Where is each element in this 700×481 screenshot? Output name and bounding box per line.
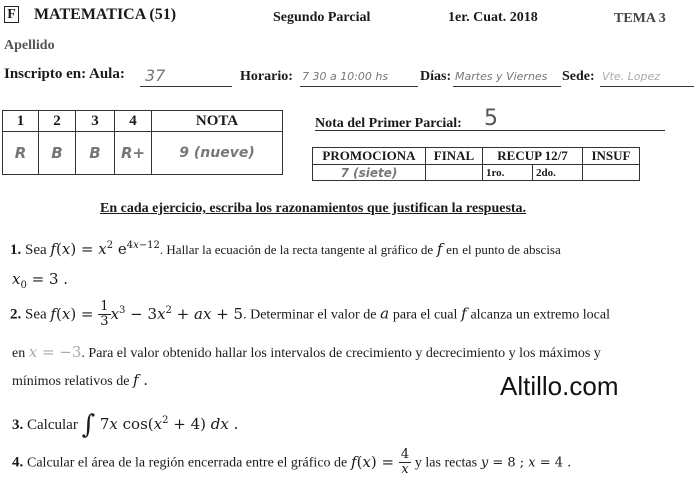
exercise-4-text-b: y las rectas bbox=[414, 455, 478, 471]
primer-parcial-label: Nota del Primer Parcial: bbox=[315, 116, 462, 131]
exam-name: Segundo Parcial bbox=[273, 10, 371, 25]
exercise-4-text-a: Calcular el área de la región encerrada entre el gráfico de bbox=[27, 455, 348, 471]
exercise-3-text: Calcular bbox=[27, 417, 78, 433]
dias-label: Días: bbox=[420, 69, 452, 84]
dias-value: Martes y Viernes bbox=[455, 70, 548, 83]
grades-table bbox=[2, 110, 283, 175]
exercise-2-line-2: en x = −3. Para el valor obtenido hallar los intervalos de crecimiento y decrecimiento y los máximos y bbox=[12, 343, 601, 361]
exercise-1-text-b: . Hallar la ecuación de la recta tangente al gráfico de bbox=[159, 242, 434, 257]
tema-number: TEMA 3 bbox=[614, 11, 666, 26]
horario-value: 7 30 a 10:00 hs bbox=[302, 70, 389, 83]
subject-title: MATEMATICA (51) bbox=[34, 6, 177, 23]
exercise-4-number: 4. bbox=[12, 454, 24, 471]
exercise-4 bbox=[12, 448, 571, 477]
grade-header-nota: NOTA bbox=[152, 111, 283, 132]
sede-value: Vte. Lopez bbox=[602, 70, 660, 83]
promo-header-promociona: PROMOCIONA bbox=[313, 148, 426, 165]
exercise-2-text-en: en bbox=[12, 346, 26, 361]
grade-value-4: R+ bbox=[115, 132, 152, 175]
exercise-2-text-d: alcanza un extremo local bbox=[470, 307, 610, 323]
exercise-4-lines: y = 8 ; x = 4 . bbox=[480, 455, 572, 471]
promo-value-insuf bbox=[583, 165, 640, 181]
sede-label: Sede: bbox=[562, 69, 595, 84]
exercise-2-function: f(x) = $\frac{1}{3}$ $x^3 - 3x^2$ + ax + 5 bbox=[50, 299, 244, 329]
exercise-1: 1. Sea $f(x) = x^2$ $e^{4x-12}$. Hallar la ecuación de la recta tangente al gráfico de f en el punto de abscisa bbox=[10, 240, 561, 258]
promo-value-promociona: 7 (siete) bbox=[313, 165, 426, 181]
exercise-3 bbox=[12, 410, 238, 440]
promo-header-recup: RECUP 12/7 bbox=[483, 148, 583, 165]
exam-period: 1er. Cuat. 2018 bbox=[448, 10, 538, 25]
exercise-2-line-3: mínimos relativos de f . bbox=[12, 371, 149, 389]
recup-2do-label: 2do. bbox=[533, 165, 583, 181]
exercise-1-text-d: el punto de abscisa bbox=[462, 242, 561, 257]
recup-1ro-label: 1ro. bbox=[483, 165, 533, 181]
altillo-watermark: Altillo.com bbox=[500, 371, 619, 401]
grade-value-3: B bbox=[76, 132, 115, 175]
exercise-3-number: 3. bbox=[12, 417, 24, 433]
tema-letter-box: F bbox=[4, 6, 19, 23]
exercise-1-number: 1. bbox=[10, 242, 22, 258]
exercise-1-function: $f(x) = x^2$ $e^{4x-12}$ bbox=[50, 240, 160, 258]
promo-value-final bbox=[426, 165, 483, 181]
exercise-2-text-c: para el cual bbox=[392, 307, 458, 323]
grade-value-2: B bbox=[39, 132, 76, 175]
grade-header-4: 4 bbox=[115, 111, 152, 132]
exercise-2: 2. Sea f(x) = $\frac{1}{3}$ $x^3 - 3x^2$ + ax + 5. Determinar el valor de a para el cual f alcanza un extremo local bbox=[10, 299, 610, 329]
exercise-3-integral: ∫ 7x $\cos(x^2 + 4)$ dx . bbox=[81, 410, 239, 440]
grade-header-3: 3 bbox=[76, 111, 115, 132]
exercise-2-text-a: Sea bbox=[25, 306, 47, 323]
grade-header-2: 2 bbox=[39, 111, 76, 132]
instruction-text: En cada ejercicio, escriba los razonamientos que justifican la respuesta. bbox=[100, 201, 527, 216]
primer-parcial-value: 5 bbox=[484, 106, 498, 131]
grade-value-1: R bbox=[3, 132, 39, 175]
inscripto-label: Inscripto en: Aula: bbox=[4, 66, 125, 82]
exercise-2-text-b: . Determinar el valor de bbox=[243, 307, 377, 323]
exercise-2-number: 2. bbox=[10, 306, 22, 323]
apellido-label: Apellido bbox=[4, 38, 55, 53]
exercise-1-text-a: Sea bbox=[25, 242, 47, 258]
grade-header-1: 1 bbox=[3, 111, 39, 132]
promo-header-insuf: INSUF bbox=[583, 148, 640, 165]
exercise-1-text-c: en bbox=[446, 242, 459, 257]
aula-value: 37 bbox=[145, 66, 166, 85]
grade-value-nota: 9 (nueve) bbox=[152, 132, 283, 175]
exercise-2-text-intervals: . Para el valor obtenido hallar los intervalos de crecimiento y decrecimiento y los máximos y bbox=[81, 346, 601, 361]
promo-table bbox=[312, 147, 640, 181]
exercise-1-abscisa: $x_0 = 3$ . bbox=[12, 270, 69, 291]
horario-label: Horario: bbox=[240, 69, 293, 84]
exercise-4-function: f(x) = $\frac{4}{x}$ bbox=[351, 447, 410, 477]
promo-header-final: FINAL bbox=[426, 148, 483, 165]
exercise-2-text-minimos: mínimos relativos de bbox=[12, 374, 130, 389]
